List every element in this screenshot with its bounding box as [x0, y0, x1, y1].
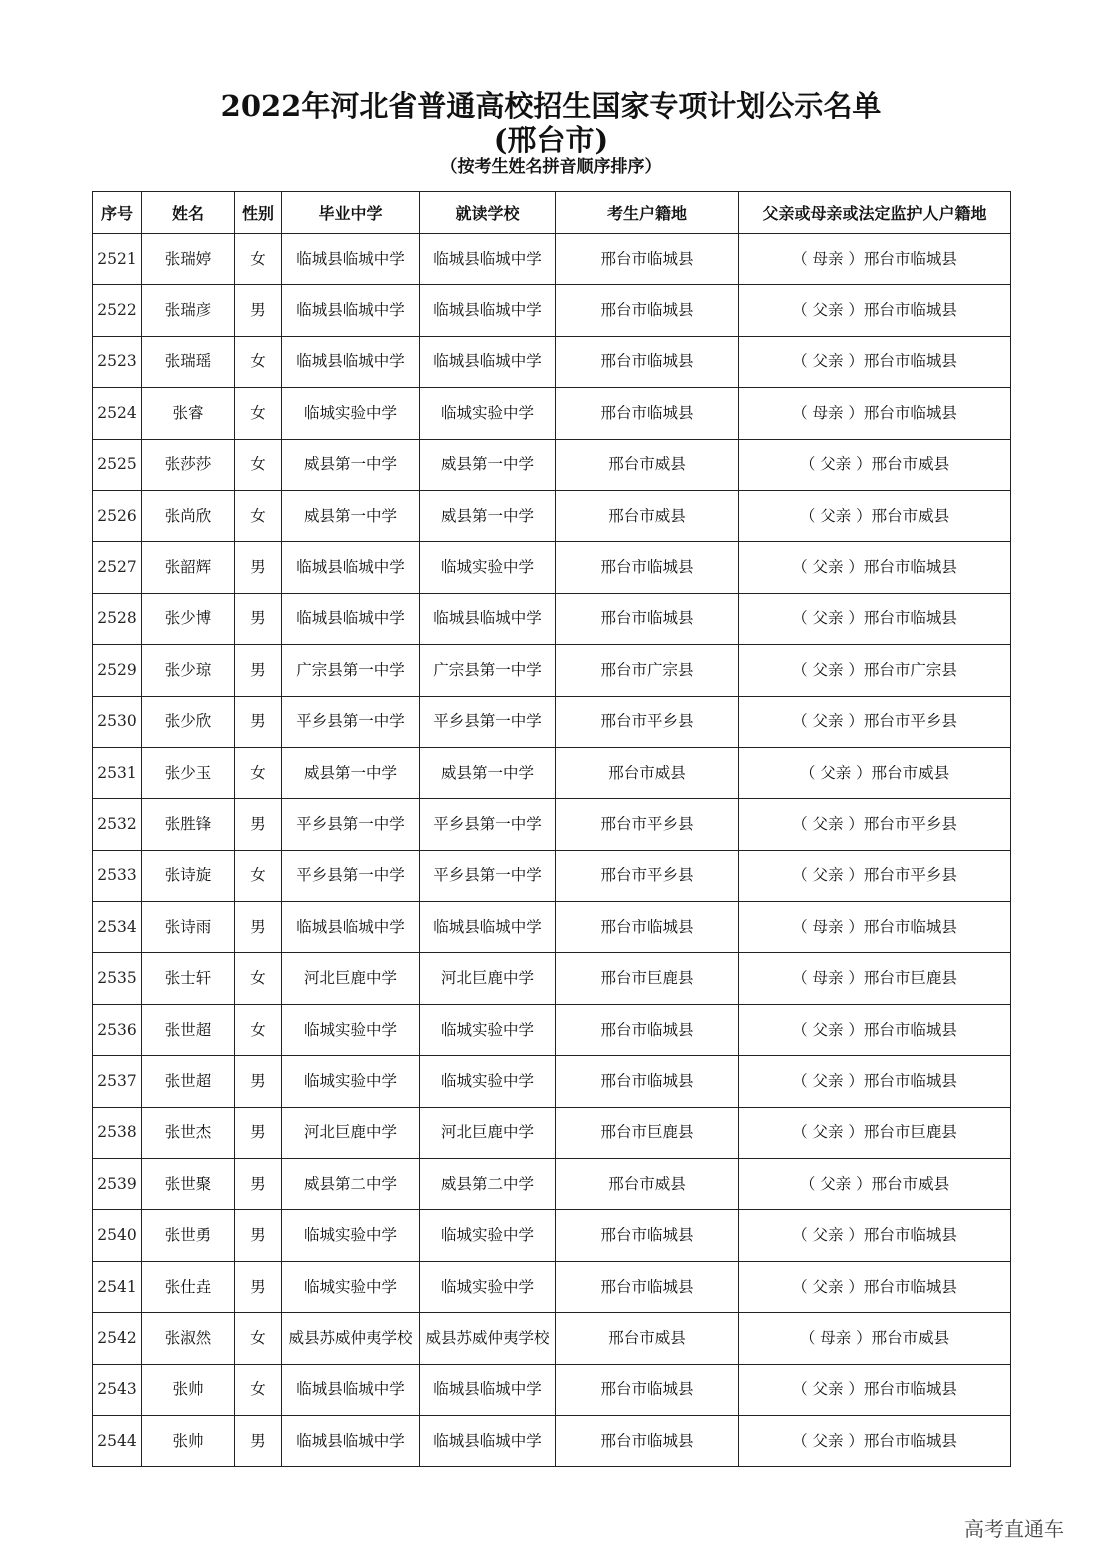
- cell-current-school: 临城实验中学: [420, 1056, 556, 1107]
- cell-guardian-residence: （ 父亲 ）邢台市临城县: [739, 285, 1011, 336]
- cell-index: 2527: [93, 542, 142, 593]
- cell-index: 2528: [93, 593, 142, 644]
- cell-student-residence: 邢台市广宗县: [556, 645, 739, 696]
- cell-index: 2532: [93, 799, 142, 850]
- cell-graduation-school: 平乡县第一中学: [282, 696, 420, 747]
- cell-gender: 女: [235, 234, 282, 285]
- cell-index: 2526: [93, 490, 142, 541]
- cell-name: 张少玉: [142, 747, 235, 798]
- cell-index: 2531: [93, 747, 142, 798]
- table-row: [93, 490, 1011, 541]
- cell-index: 2536: [93, 1004, 142, 1055]
- cell-current-school: 临城实验中学: [420, 1261, 556, 1312]
- cell-gender: 男: [235, 285, 282, 336]
- table-row: [93, 542, 1011, 593]
- cell-graduation-school: 临城县临城中学: [282, 902, 420, 953]
- cell-name: 张仕垚: [142, 1261, 235, 1312]
- cell-current-school: 临城县临城中学: [420, 336, 556, 387]
- cell-graduation-school: 临城实验中学: [282, 1004, 420, 1055]
- cell-current-school: 临城县临城中学: [420, 1415, 556, 1466]
- cell-graduation-school: 临城县临城中学: [282, 234, 420, 285]
- table-row: [93, 1364, 1011, 1415]
- cell-current-school: 河北巨鹿中学: [420, 953, 556, 1004]
- cell-guardian-residence: （ 母亲 ）邢台市巨鹿县: [739, 953, 1011, 1004]
- table-row: [93, 1159, 1011, 1210]
- cell-graduation-school: 威县第一中学: [282, 747, 420, 798]
- cell-student-residence: 邢台市临城县: [556, 1004, 739, 1055]
- cell-index: 2541: [93, 1261, 142, 1312]
- table-row: [93, 953, 1011, 1004]
- cell-graduation-school: 平乡县第一中学: [282, 850, 420, 901]
- cell-graduation-school: 威县第二中学: [282, 1159, 420, 1210]
- cell-name: 张诗雨: [142, 902, 235, 953]
- cell-gender: 女: [235, 1004, 282, 1055]
- cell-name: 张世聚: [142, 1159, 235, 1210]
- cell-gender: 男: [235, 645, 282, 696]
- cell-name: 张尚欣: [142, 490, 235, 541]
- cell-guardian-residence: （ 父亲 ）邢台市临城县: [739, 1364, 1011, 1415]
- cell-student-residence: 邢台市临城县: [556, 1261, 739, 1312]
- table-row: [93, 799, 1011, 850]
- table-row: [93, 593, 1011, 644]
- cell-graduation-school: 临城县临城中学: [282, 285, 420, 336]
- cell-guardian-residence: （ 父亲 ）邢台市威县: [739, 1159, 1011, 1210]
- cell-student-residence: 邢台市平乡县: [556, 799, 739, 850]
- cell-student-residence: 邢台市威县: [556, 439, 739, 490]
- cell-name: 张韶辉: [142, 542, 235, 593]
- cell-guardian-residence: （ 父亲 ）邢台市临城县: [739, 1210, 1011, 1261]
- cell-graduation-school: 河北巨鹿中学: [282, 1107, 420, 1158]
- cell-index: 2534: [93, 902, 142, 953]
- cell-graduation-school: 威县苏威仲夷学校: [282, 1313, 420, 1364]
- cell-graduation-school: 广宗县第一中学: [282, 645, 420, 696]
- cell-guardian-residence: （ 母亲 ）邢台市临城县: [739, 234, 1011, 285]
- cell-guardian-residence: （ 母亲 ）邢台市威县: [739, 1313, 1011, 1364]
- cell-gender: 男: [235, 799, 282, 850]
- cell-guardian-residence: （ 父亲 ）邢台市威县: [739, 439, 1011, 490]
- cell-current-school: 威县第二中学: [420, 1159, 556, 1210]
- cell-student-residence: 邢台市临城县: [556, 902, 739, 953]
- sort-note: （按考生姓名拼音顺序排序）: [440, 157, 662, 177]
- cell-guardian-residence: （ 父亲 ）邢台市临城县: [739, 593, 1011, 644]
- cell-current-school: 临城县临城中学: [420, 285, 556, 336]
- cell-index: 2523: [93, 336, 142, 387]
- column-header-index: 序号: [93, 192, 142, 234]
- table-row: [93, 1313, 1011, 1364]
- cell-name: 张帅: [142, 1364, 235, 1415]
- cell-guardian-residence: （ 父亲 ）邢台市临城县: [739, 1056, 1011, 1107]
- column-header-name: 姓名: [142, 192, 235, 234]
- cell-gender: 女: [235, 1364, 282, 1415]
- cell-name: 张少欣: [142, 696, 235, 747]
- cell-gender: 男: [235, 902, 282, 953]
- cell-index: 2542: [93, 1313, 142, 1364]
- cell-gender: 男: [235, 542, 282, 593]
- table-row: [93, 747, 1011, 798]
- cell-current-school: 临城实验中学: [420, 542, 556, 593]
- cell-gender: 女: [235, 850, 282, 901]
- table-body: [93, 234, 1011, 1467]
- table-row: [93, 336, 1011, 387]
- cell-gender: 男: [235, 696, 282, 747]
- cell-student-residence: 邢台市临城县: [556, 1056, 739, 1107]
- table-row: [93, 696, 1011, 747]
- cell-guardian-residence: （ 父亲 ）邢台市平乡县: [739, 696, 1011, 747]
- column-header-gender: 性别: [235, 192, 282, 234]
- cell-index: 2539: [93, 1159, 142, 1210]
- cell-name: 张世勇: [142, 1210, 235, 1261]
- cell-current-school: 临城县临城中学: [420, 234, 556, 285]
- cell-student-residence: 邢台市临城县: [556, 285, 739, 336]
- cell-gender: 男: [235, 1210, 282, 1261]
- cell-graduation-school: 平乡县第一中学: [282, 799, 420, 850]
- cell-current-school: 临城县临城中学: [420, 593, 556, 644]
- cell-name: 张胜锋: [142, 799, 235, 850]
- cell-name: 张士轩: [142, 953, 235, 1004]
- cell-index: 2544: [93, 1415, 142, 1466]
- cell-guardian-residence: （ 父亲 ）邢台市广宗县: [739, 645, 1011, 696]
- cell-student-residence: 邢台市临城县: [556, 336, 739, 387]
- cell-current-school: 临城实验中学: [420, 1210, 556, 1261]
- cell-index: 2538: [93, 1107, 142, 1158]
- document-title: 2022年河北省普通高校招生国家专项计划公示名单: [220, 89, 882, 123]
- cell-student-residence: 邢台市巨鹿县: [556, 1107, 739, 1158]
- table-row: [93, 645, 1011, 696]
- cell-graduation-school: 临城县临城中学: [282, 1364, 420, 1415]
- cell-graduation-school: 临城实验中学: [282, 1210, 420, 1261]
- cell-gender: 男: [235, 593, 282, 644]
- cell-student-residence: 邢台市临城县: [556, 1415, 739, 1466]
- cell-name: 张瑞彦: [142, 285, 235, 336]
- city-subtitle: (邢台市): [493, 123, 609, 157]
- cell-guardian-residence: （ 父亲 ）邢台市平乡县: [739, 799, 1011, 850]
- cell-name: 张诗旋: [142, 850, 235, 901]
- cell-current-school: 广宗县第一中学: [420, 645, 556, 696]
- table-row: [93, 850, 1011, 901]
- cell-gender: 男: [235, 1415, 282, 1466]
- cell-gender: 男: [235, 1159, 282, 1210]
- cell-name: 张瑞婷: [142, 234, 235, 285]
- cell-name: 张瑞瑶: [142, 336, 235, 387]
- cell-name: 张淑然: [142, 1313, 235, 1364]
- cell-gender: 女: [235, 439, 282, 490]
- cell-student-residence: 邢台市威县: [556, 747, 739, 798]
- cell-student-residence: 邢台市临城县: [556, 542, 739, 593]
- cell-name: 张莎莎: [142, 439, 235, 490]
- cell-student-residence: 邢台市平乡县: [556, 696, 739, 747]
- cell-current-school: 平乡县第一中学: [420, 696, 556, 747]
- cell-index: 2533: [93, 850, 142, 901]
- column-header-current-school: 就读学校: [420, 192, 556, 234]
- cell-name: 张睿: [142, 388, 235, 439]
- cell-student-residence: 邢台市威县: [556, 1313, 739, 1364]
- table-header-row: [93, 192, 1011, 234]
- cell-guardian-residence: （ 父亲 ）邢台市平乡县: [739, 850, 1011, 901]
- cell-guardian-residence: （ 父亲 ）邢台市威县: [739, 747, 1011, 798]
- cell-student-residence: 邢台市临城县: [556, 1364, 739, 1415]
- cell-graduation-school: 临城县临城中学: [282, 593, 420, 644]
- column-header-student-residence: 考生户籍地: [556, 192, 739, 234]
- cell-name: 张少博: [142, 593, 235, 644]
- cell-index: 2537: [93, 1056, 142, 1107]
- cell-gender: 女: [235, 1313, 282, 1364]
- column-header-graduation-school: 毕业中学: [282, 192, 420, 234]
- cell-gender: 男: [235, 1107, 282, 1158]
- table-row: [93, 234, 1011, 285]
- cell-gender: 女: [235, 953, 282, 1004]
- cell-current-school: 威县第一中学: [420, 439, 556, 490]
- cell-graduation-school: 临城实验中学: [282, 388, 420, 439]
- table-row: [93, 1210, 1011, 1261]
- table-row: [93, 439, 1011, 490]
- cell-guardian-residence: （ 父亲 ）邢台市临城县: [739, 1261, 1011, 1312]
- cell-gender: 女: [235, 336, 282, 387]
- column-header-guardian-residence: 父亲或母亲或法定监护人户籍地: [739, 192, 1011, 234]
- cell-gender: 女: [235, 747, 282, 798]
- cell-graduation-school: 河北巨鹿中学: [282, 953, 420, 1004]
- cell-index: 2530: [93, 696, 142, 747]
- cell-index: 2525: [93, 439, 142, 490]
- cell-current-school: 河北巨鹿中学: [420, 1107, 556, 1158]
- cell-guardian-residence: （ 母亲 ）邢台市临城县: [739, 388, 1011, 439]
- cell-guardian-residence: （ 父亲 ）邢台市临城县: [739, 336, 1011, 387]
- cell-name: 张世超: [142, 1004, 235, 1055]
- cell-index: 2543: [93, 1364, 142, 1415]
- cell-index: 2529: [93, 645, 142, 696]
- cell-gender: 男: [235, 1056, 282, 1107]
- cell-graduation-school: 临城县临城中学: [282, 542, 420, 593]
- cell-guardian-residence: （ 母亲 ）邢台市临城县: [739, 902, 1011, 953]
- cell-current-school: 临城实验中学: [420, 388, 556, 439]
- cell-graduation-school: 临城实验中学: [282, 1261, 420, 1312]
- cell-student-residence: 邢台市临城县: [556, 593, 739, 644]
- cell-student-residence: 邢台市威县: [556, 1159, 739, 1210]
- cell-current-school: 临城县临城中学: [420, 1364, 556, 1415]
- cell-current-school: 平乡县第一中学: [420, 850, 556, 901]
- cell-guardian-residence: （ 父亲 ）邢台市临城县: [739, 1004, 1011, 1055]
- cell-graduation-school: 威县第一中学: [282, 439, 420, 490]
- cell-index: 2522: [93, 285, 142, 336]
- cell-graduation-school: 临城县临城中学: [282, 1415, 420, 1466]
- cell-guardian-residence: （ 父亲 ）邢台市巨鹿县: [739, 1107, 1011, 1158]
- cell-name: 张世杰: [142, 1107, 235, 1158]
- cell-gender: 女: [235, 388, 282, 439]
- cell-student-residence: 邢台市威县: [556, 490, 739, 541]
- cell-gender: 男: [235, 1261, 282, 1312]
- table-row: [93, 902, 1011, 953]
- cell-graduation-school: 临城实验中学: [282, 1056, 420, 1107]
- cell-guardian-residence: （ 父亲 ）邢台市威县: [739, 490, 1011, 541]
- cell-student-residence: 邢台市巨鹿县: [556, 953, 739, 1004]
- watermark-text: 高考直通车: [964, 1517, 1064, 1541]
- cell-index: 2524: [93, 388, 142, 439]
- cell-graduation-school: 威县第一中学: [282, 490, 420, 541]
- cell-name: 张帅: [142, 1415, 235, 1466]
- cell-index: 2521: [93, 234, 142, 285]
- table-row: [93, 1056, 1011, 1107]
- cell-name: 张少琼: [142, 645, 235, 696]
- cell-name: 张世超: [142, 1056, 235, 1107]
- cell-student-residence: 邢台市临城县: [556, 234, 739, 285]
- cell-index: 2540: [93, 1210, 142, 1261]
- cell-guardian-residence: （ 父亲 ）邢台市临城县: [739, 542, 1011, 593]
- table-row: [93, 1107, 1011, 1158]
- cell-graduation-school: 临城县临城中学: [282, 336, 420, 387]
- roster-table: [92, 191, 1011, 1467]
- cell-current-school: 威县第一中学: [420, 490, 556, 541]
- cell-current-school: 临城实验中学: [420, 1004, 556, 1055]
- cell-student-residence: 邢台市平乡县: [556, 850, 739, 901]
- table-row: [93, 1004, 1011, 1055]
- cell-student-residence: 邢台市临城县: [556, 388, 739, 439]
- table-row: [93, 388, 1011, 439]
- table-row: [93, 1415, 1011, 1466]
- cell-current-school: 平乡县第一中学: [420, 799, 556, 850]
- table-row: [93, 285, 1011, 336]
- cell-gender: 女: [235, 490, 282, 541]
- cell-guardian-residence: （ 父亲 ）邢台市临城县: [739, 1415, 1011, 1466]
- cell-current-school: 临城县临城中学: [420, 902, 556, 953]
- cell-index: 2535: [93, 953, 142, 1004]
- cell-current-school: 威县苏威仲夷学校: [420, 1313, 556, 1364]
- cell-current-school: 威县第一中学: [420, 747, 556, 798]
- cell-student-residence: 邢台市临城县: [556, 1210, 739, 1261]
- table-row: [93, 1261, 1011, 1312]
